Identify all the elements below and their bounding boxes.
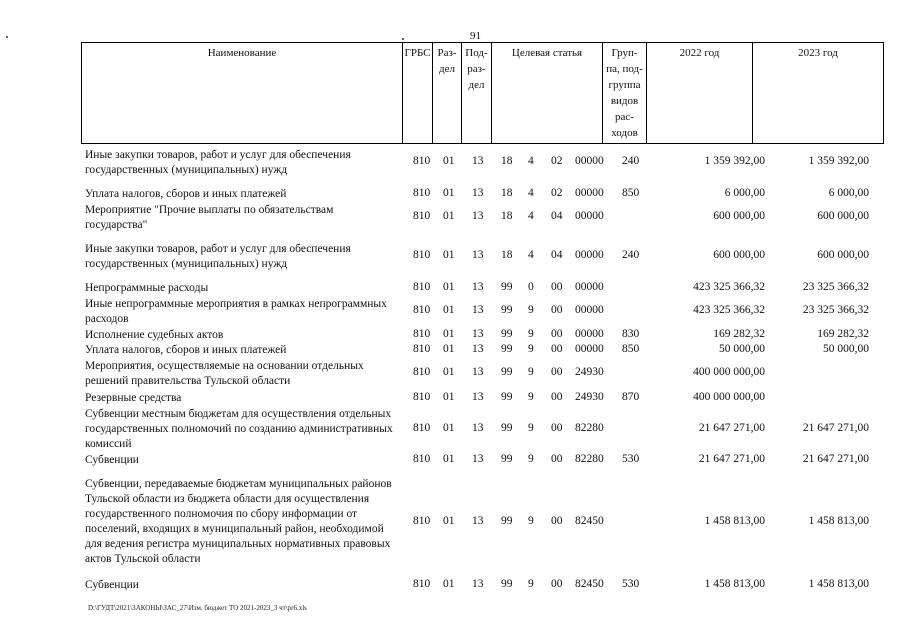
podrazdel-cell: 13: [472, 328, 484, 340]
year-2022-cell: 423 325 366,32: [693, 304, 765, 316]
target-part1-cell: 18: [501, 210, 513, 222]
razdel-cell: 01: [443, 391, 455, 403]
target-part1-cell: 99: [501, 453, 513, 465]
table-row: [81, 391, 883, 406]
podrazdel-cell: 13: [472, 422, 484, 434]
expense-type-cell: 850: [622, 343, 640, 355]
table-row: [81, 477, 883, 568]
table-row: [81, 148, 883, 178]
podrazdel-cell: 13: [472, 453, 484, 465]
table-row: [81, 242, 883, 272]
target-part2-cell: 9: [528, 422, 534, 434]
year-2022-cell: 600 000,00: [713, 210, 765, 222]
grbs-cell: 810: [413, 155, 431, 167]
header-vid: Груп- па, под- группа видов рас- ходов: [603, 43, 647, 144]
razdel-cell: 01: [443, 304, 455, 316]
year-2023-cell: 1 458 813,00: [808, 515, 869, 527]
target-part4-cell: 24930: [575, 366, 604, 378]
target-part3-cell: 00: [551, 578, 563, 590]
row-name: Субвенции: [85, 579, 139, 591]
target-part4-cell: 00000: [575, 249, 604, 261]
target-part3-cell: 00: [551, 328, 563, 340]
target-part2-cell: 4: [528, 210, 534, 222]
target-part4-cell: 00000: [575, 304, 604, 316]
target-part4-cell: 00000: [575, 328, 604, 340]
year-2022-cell: 169 282,32: [713, 328, 765, 340]
razdel-cell: 01: [443, 515, 455, 527]
row-name: Иные закупки товаров, работ и услуг для обеспечения государственных (муниципальных) нужд: [85, 149, 351, 176]
year-2022-cell: 600 000,00: [713, 249, 765, 261]
podrazdel-cell: 13: [472, 281, 484, 293]
expense-type-cell: 240: [622, 249, 640, 261]
target-part2-cell: 4: [528, 187, 534, 199]
target-part2-cell: 9: [528, 366, 534, 378]
target-part2-cell: 9: [528, 391, 534, 403]
year-2022-cell: 50 000,00: [719, 343, 765, 355]
target-part1-cell: 18: [501, 155, 513, 167]
target-part2-cell: 9: [528, 343, 534, 355]
header-2023: 2023 год: [753, 43, 884, 144]
target-part3-cell: 02: [551, 155, 563, 167]
target-part4-cell: 00000: [575, 281, 604, 293]
target-part3-cell: 00: [551, 422, 563, 434]
podrazdel-cell: 13: [472, 155, 484, 167]
grbs-cell: 810: [413, 578, 431, 590]
target-part4-cell: 82450: [575, 515, 604, 527]
year-2022-cell: 1 458 813,00: [704, 515, 765, 527]
target-part4-cell: 82280: [575, 422, 604, 434]
grbs-cell: 810: [413, 422, 431, 434]
podrazdel-cell: 13: [472, 578, 484, 590]
year-2023-cell: 1 359 392,00: [808, 155, 869, 167]
expense-type-cell: 850: [622, 187, 640, 199]
target-part3-cell: 00: [551, 304, 563, 316]
grbs-cell: 810: [413, 281, 431, 293]
podrazdel-cell: 13: [472, 187, 484, 199]
target-part3-cell: 00: [551, 391, 563, 403]
row-name: Мероприятия, осуществляемые на основании отдельных решений правительства Тульской области: [85, 360, 364, 387]
table-row: [81, 203, 883, 233]
expense-type-cell: 830: [622, 328, 640, 340]
year-2022-cell: 21 647 271,00: [698, 422, 765, 434]
target-part2-cell: 9: [528, 328, 534, 340]
year-2022-cell: 400 000 000,00: [693, 366, 765, 378]
razdel-cell: 01: [443, 210, 455, 222]
target-part3-cell: 04: [551, 249, 563, 261]
year-2022-cell: 1 458 813,00: [704, 578, 765, 590]
podrazdel-cell: 13: [472, 391, 484, 403]
target-part4-cell: 82280: [575, 453, 604, 465]
header-grbs: ГРБС: [403, 43, 433, 144]
target-part3-cell: 04: [551, 210, 563, 222]
table-row: [81, 407, 883, 452]
scan-speck: [6, 36, 8, 38]
header-2022: 2022 год: [647, 43, 753, 144]
grbs-cell: 810: [413, 304, 431, 316]
target-part3-cell: 00: [551, 281, 563, 293]
target-part2-cell: 9: [528, 304, 534, 316]
target-part4-cell: 82450: [575, 578, 604, 590]
target-part2-cell: 9: [528, 453, 534, 465]
target-part2-cell: 9: [528, 515, 534, 527]
razdel-cell: 01: [443, 366, 455, 378]
table-row: [81, 297, 883, 327]
row-name: Субвенции местным бюджетам для осуществления отдельных государственных полномочий по созданию административных комиссий: [85, 408, 393, 450]
table-row: [81, 187, 883, 202]
razdel-cell: 01: [443, 187, 455, 199]
target-part2-cell: 0: [528, 281, 534, 293]
grbs-cell: 810: [413, 515, 431, 527]
target-part1-cell: 99: [501, 422, 513, 434]
grbs-cell: 810: [413, 453, 431, 465]
table-row: [81, 359, 883, 389]
target-part4-cell: 24930: [575, 391, 604, 403]
expense-type-cell: 530: [622, 453, 640, 465]
row-name: Мероприятие "Прочие выплаты по обязательствам государства": [85, 204, 334, 231]
razdel-cell: 01: [443, 281, 455, 293]
row-name: Резервные средства: [85, 392, 182, 404]
table-row: [81, 578, 883, 593]
razdel-cell: 01: [443, 343, 455, 355]
podrazdel-cell: 13: [472, 366, 484, 378]
page-number: 91: [470, 30, 481, 42]
table-row: [81, 343, 883, 358]
header-name: Наименование: [82, 43, 403, 144]
grbs-cell: 810: [413, 210, 431, 222]
target-part1-cell: 99: [501, 304, 513, 316]
expense-type-cell: 240: [622, 155, 640, 167]
target-part4-cell: 00000: [575, 155, 604, 167]
header-target: Целевая статья: [492, 43, 603, 144]
year-2022-cell: 6 000,00: [724, 187, 765, 199]
grbs-cell: 810: [413, 328, 431, 340]
target-part1-cell: 99: [501, 366, 513, 378]
grbs-cell: 810: [413, 187, 431, 199]
razdel-cell: 01: [443, 422, 455, 434]
year-2023-cell: 23 325 366,32: [802, 281, 869, 293]
year-2023-cell: 1 458 813,00: [808, 578, 869, 590]
target-part4-cell: 00000: [575, 343, 604, 355]
row-name: Субвенции, передаваемые бюджетам муниципальных районов Тульской области из бюджета области для осуществления государственного полномочия по сбору информации от поселений, входящих в муниципальный район, необходимой для ведения регистра муниципальных нормативных правовых актов Тульской области: [85, 478, 392, 565]
row-name: Исполнение судебных актов: [85, 329, 224, 341]
scan-speck: [402, 38, 404, 40]
table-row: [81, 328, 883, 343]
razdel-cell: 01: [443, 453, 455, 465]
row-name: Субвенции: [85, 454, 139, 466]
year-2022-cell: 1 359 392,00: [704, 155, 765, 167]
table-row: [81, 453, 883, 468]
podrazdel-cell: 13: [472, 210, 484, 222]
row-name: Уплата налогов, сборов и иных платежей: [85, 188, 287, 200]
row-name: Иные непрограммные мероприятия в рамках непрограммных расходов: [85, 298, 387, 325]
podrazdel-cell: 13: [472, 515, 484, 527]
target-part1-cell: 99: [501, 328, 513, 340]
target-part1-cell: 99: [501, 578, 513, 590]
year-2023-cell: 600 000,00: [817, 249, 869, 261]
table-header: [81, 42, 884, 144]
year-2023-cell: 21 647 271,00: [802, 422, 869, 434]
row-name: Уплата налогов, сборов и иных платежей: [85, 344, 287, 356]
target-part4-cell: 00000: [575, 187, 604, 199]
grbs-cell: 810: [413, 343, 431, 355]
podrazdel-cell: 13: [472, 343, 484, 355]
table-row: [81, 281, 883, 296]
target-part1-cell: 99: [501, 391, 513, 403]
expense-type-cell: 530: [622, 578, 640, 590]
target-part3-cell: 00: [551, 453, 563, 465]
target-part2-cell: 9: [528, 578, 534, 590]
grbs-cell: 810: [413, 391, 431, 403]
file-path: D:\ГУДТ\2021\ЗАКОНЫ\ЗАС_27\Изм. бюджет ТО 2021-2023_3 чт\pr6.xls: [88, 604, 307, 612]
razdel-cell: 01: [443, 249, 455, 261]
header-razdel: Раз- дел: [433, 43, 462, 144]
target-part1-cell: 18: [501, 187, 513, 199]
row-name: Непрограммные расходы: [85, 282, 209, 294]
year-2023-cell: 23 325 366,32: [802, 304, 869, 316]
podrazdel-cell: 13: [472, 304, 484, 316]
year-2023-cell: 50 000,00: [823, 343, 869, 355]
target-part1-cell: 99: [501, 515, 513, 527]
podrazdel-cell: 13: [472, 249, 484, 261]
target-part2-cell: 4: [528, 155, 534, 167]
target-part2-cell: 4: [528, 249, 534, 261]
grbs-cell: 810: [413, 249, 431, 261]
year-2023-cell: 6 000,00: [828, 187, 869, 199]
target-part4-cell: 00000: [575, 210, 604, 222]
year-2023-cell: 600 000,00: [817, 210, 869, 222]
year-2022-cell: 423 325 366,32: [693, 281, 765, 293]
grbs-cell: 810: [413, 366, 431, 378]
razdel-cell: 01: [443, 155, 455, 167]
year-2023-cell: 169 282,32: [817, 328, 869, 340]
target-part3-cell: 00: [551, 515, 563, 527]
year-2023-cell: 21 647 271,00: [802, 453, 869, 465]
razdel-cell: 01: [443, 578, 455, 590]
year-2022-cell: 21 647 271,00: [698, 453, 765, 465]
target-part3-cell: 02: [551, 187, 563, 199]
year-2022-cell: 400 000 000,00: [693, 391, 765, 403]
header-podrazdel: Под- раз- дел: [462, 43, 492, 144]
row-name: Иные закупки товаров, работ и услуг для обеспечения государственных (муниципальных) нужд: [85, 243, 351, 270]
expense-type-cell: 870: [622, 391, 640, 403]
target-part3-cell: 00: [551, 343, 563, 355]
target-part1-cell: 99: [501, 343, 513, 355]
target-part1-cell: 99: [501, 281, 513, 293]
razdel-cell: 01: [443, 328, 455, 340]
target-part3-cell: 00: [551, 366, 563, 378]
target-part1-cell: 18: [501, 249, 513, 261]
